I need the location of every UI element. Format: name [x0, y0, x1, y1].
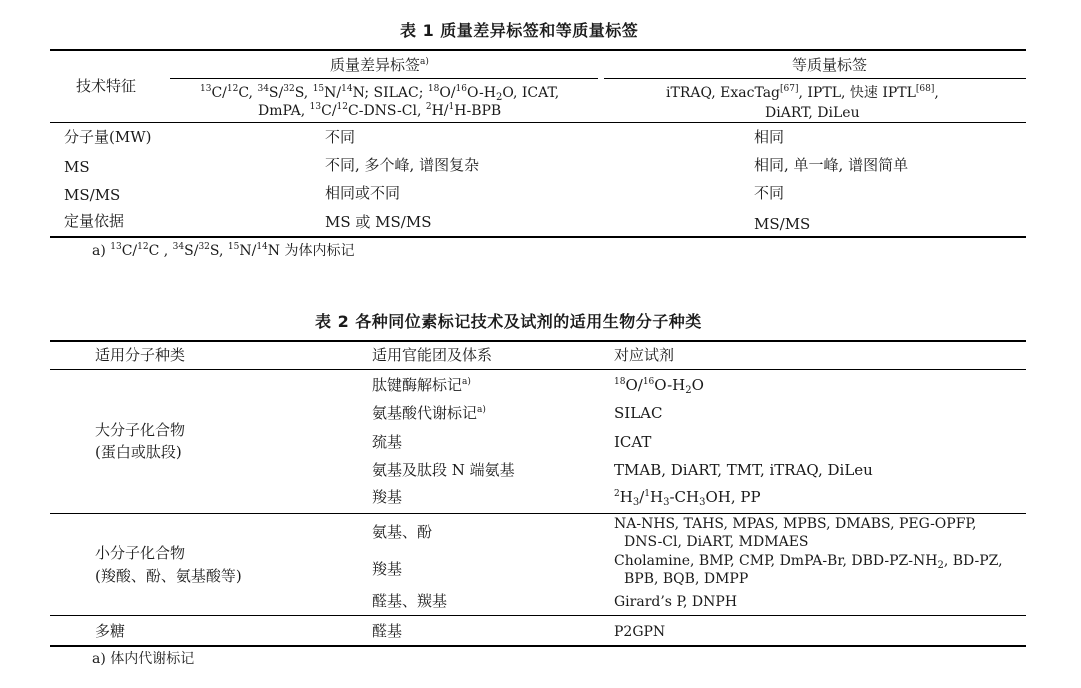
- table2-header-reagent: 对应试剂: [614, 346, 675, 364]
- table1-isobaric-tags-line1: iTRAQ, ExacTag[67], IPTL, 快速 IPTL[68],: [666, 84, 939, 101]
- table1-header-feature: 技术特征: [76, 77, 137, 95]
- table2-functional-group: 氨基及肽段 N 端氨基: [372, 461, 515, 479]
- table2-reagent: $^{18}O/^{16}O-H_2O$: [614, 376, 704, 396]
- table2-group-small-molecule: 小分子化合物: [95, 544, 186, 562]
- table2-reagent-line1: NA-NHS, TAHS, MPAS, MPBS, DMABS, PEG-OPFP,: [614, 516, 977, 532]
- table2-header-rule: [50, 369, 1026, 370]
- table1-row-feature: 定量依据: [64, 212, 125, 230]
- table1-row-isobaric: 不同: [754, 184, 785, 202]
- table1-row-mass-diff: 相同或不同: [325, 184, 401, 202]
- table1-row-isobaric: 相同: [754, 128, 785, 146]
- table2-reagent-line1: Cholamine, BMP, CMP, DmPA-Br, DBD-$PZ-NH_2$, BD-PZ,: [614, 553, 1003, 571]
- table2-functional-group: 氨基、酚: [372, 523, 433, 541]
- table1-header-rule: [50, 122, 1026, 123]
- table1-mass-diff-tags-line1: $^{13}$C/$^{12}$C, $^{34}$S/$^{32}$S, $^{15}$N/$^{14}$N; SILAC; $^{18}O/^{16}O-H_2O$, ICAT,: [200, 84, 560, 103]
- table2-title: 表 2 各种同位素标记技术及试剂的适用生物分子种类: [315, 312, 702, 331]
- table1-top-rule: [50, 49, 1026, 51]
- table2-reagent: Girard’s P, DNPH: [614, 594, 738, 610]
- table2-functional-group: 巯基: [372, 433, 403, 451]
- table2-header-molecule-class: 适用分子种类: [95, 346, 186, 364]
- table1-row-mass-diff: 不同, 多个峰, 谱图复杂: [325, 156, 480, 174]
- table2-group-polysaccharide: 多糖: [95, 622, 126, 640]
- table2-bottom-rule: [50, 645, 1026, 647]
- table1-row-mass-diff: 不同: [325, 128, 356, 146]
- table2-reagent: SILAC: [614, 404, 663, 422]
- table1-mass-diff-tags-line2: DmPA, $^{13}$C/$^{12}$C-DNS-Cl, $^2$H/$^1$H-BPB: [258, 102, 502, 119]
- table1-header-mass-diff: 质量差异标签$^{a)}$: [330, 56, 429, 74]
- table2-reagent-line2: DNS-Cl, DiART, MDMAES: [624, 534, 809, 550]
- table1-row-mass-diff: MS 或 MS/MS: [325, 213, 432, 231]
- table2-header-functional-group: 适用官能团及体系: [372, 346, 493, 364]
- table2-functional-group: 肽键酶解标记$^{a)}$: [372, 376, 471, 394]
- table2-footnote: a) 体内代谢标记: [92, 651, 195, 667]
- table1-subrule-right: [604, 78, 1026, 79]
- table2-functional-group: 羧基: [372, 560, 403, 578]
- table2-group-rule-2: [50, 615, 1026, 616]
- table2-functional-group: 醛基: [372, 622, 403, 640]
- table2-group-rule-1: [50, 513, 1026, 514]
- table1-row-isobaric: 相同, 单一峰, 谱图简单: [754, 156, 909, 174]
- table1-title: 表 1 质量差异标签和等质量标签: [400, 21, 639, 40]
- table2-reagent: ICAT: [614, 433, 652, 451]
- table2-group-macromolecule-sub: (蛋白或肽段): [95, 443, 182, 461]
- table2-top-rule: [50, 340, 1026, 342]
- table2-reagent: P2GPN: [614, 624, 666, 640]
- table1-footnote: a) $^{13}$C/$^{12}$C , $^{34}$S/$^{32}$S, $^{15}$N/$^{14}$N 为体内标记: [92, 242, 355, 259]
- table1-bottom-rule: [50, 236, 1026, 238]
- table1-row-isobaric: MS/MS: [754, 215, 811, 233]
- table2-group-small-molecule-sub: (羧酸、酚、氨基酸等): [95, 567, 242, 585]
- table2-functional-group: 羧基: [372, 488, 403, 506]
- table2-reagent: TMAB, DiART, TMT, iTRAQ, DiLeu: [614, 461, 873, 479]
- table1-row-feature: MS: [64, 158, 90, 176]
- table1-header-isobaric: 等质量标签: [792, 56, 868, 74]
- table1-isobaric-tags-line2: DiART, DiLeu: [765, 105, 860, 121]
- table2-functional-group: 醛基、羰基: [372, 592, 448, 610]
- table2-reagent-line2: BPB, BQB, DMPP: [624, 571, 749, 587]
- table2-functional-group: 氨基酸代谢标记$^{a)}$: [372, 404, 486, 422]
- table1-subrule-left: [170, 78, 598, 79]
- table2-reagent: $^2H_3/^1H_3-CH_3OH$, PP: [614, 488, 761, 508]
- table1-row-feature: 分子量(MW): [64, 128, 152, 146]
- table1-row-feature: MS/MS: [64, 186, 121, 204]
- table2-group-macromolecule: 大分子化合物: [95, 421, 186, 439]
